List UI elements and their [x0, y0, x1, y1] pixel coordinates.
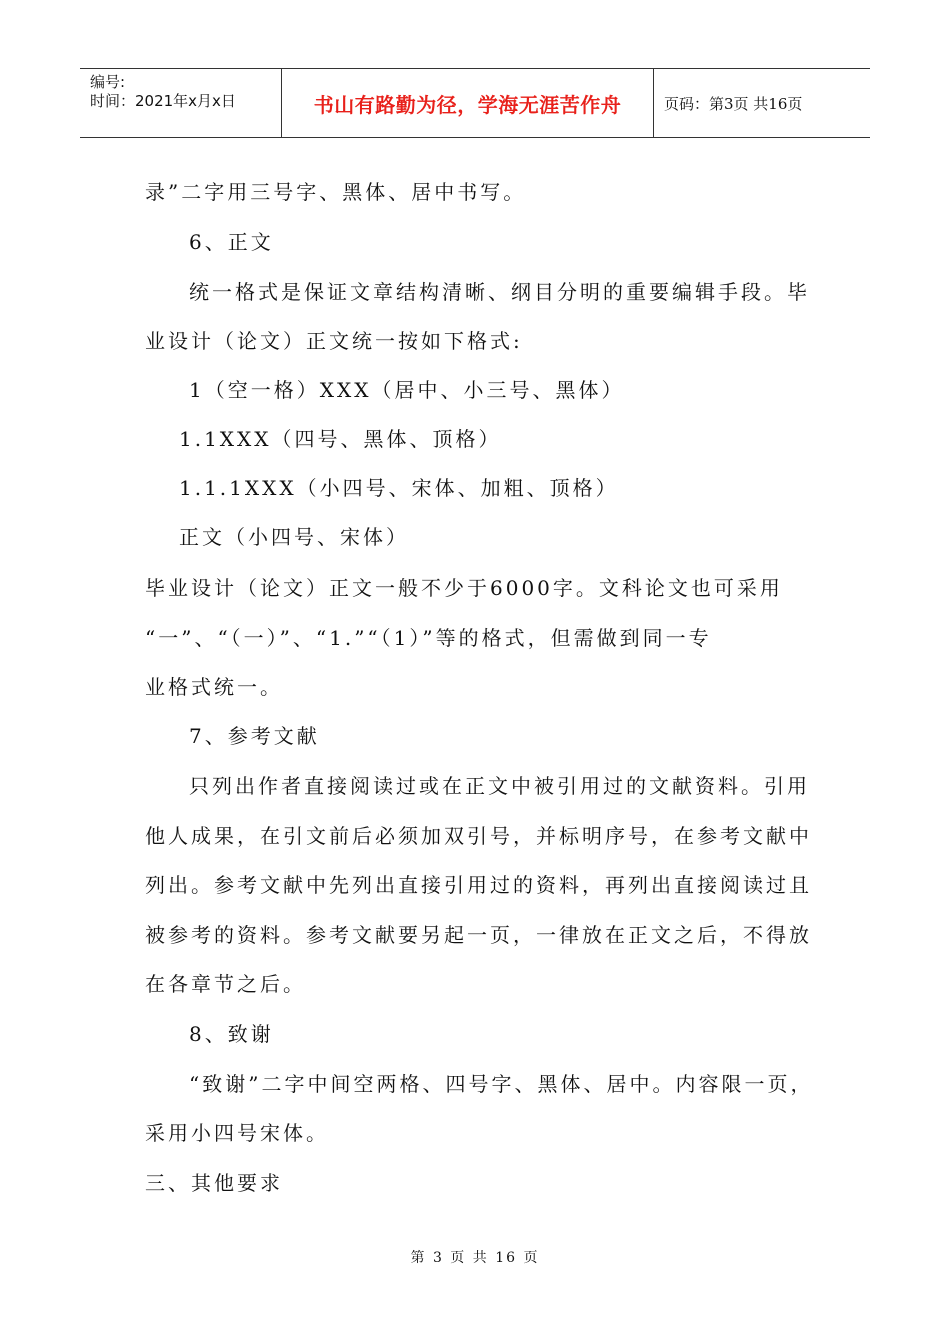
body-line: “一”、“（一）”、“1.”“（1）”等的格式，但需做到同一专: [145, 626, 712, 650]
body-line: 正文（小四号、宋体）: [179, 525, 409, 549]
body-line: 1.1XXX（四号、黑体、顶格）: [179, 427, 502, 451]
body-line: 业格式统一。: [145, 675, 283, 699]
body-line: 采用小四号宋体。: [145, 1121, 329, 1145]
document-date-label: 时间：2021年x月x日: [90, 92, 236, 110]
body-line: “致谢”二字中间空两格、四号字、黑体、居中。内容限一页，: [189, 1072, 814, 1096]
header-page-info: 页码：第3页 共16页: [664, 94, 803, 113]
body-line: 业设计（论文）正文统一按如下格式:: [145, 329, 523, 353]
section-heading: 8、致谢: [189, 1022, 274, 1046]
body-line: 统一格式是保证文章结构清晰、纲目分明的重要编辑手段。毕: [189, 280, 810, 304]
body-line: 他人成果，在引文前后必须加双引号，并标明序号，在参考文献中: [145, 824, 812, 848]
section-heading: 6、正文: [189, 230, 274, 254]
header-motto: 书山有路勤为径，学海无涯苦作舟: [282, 69, 654, 137]
body-line: 在各章节之后。: [145, 972, 306, 996]
body-line: 1（空一格）XXX（居中、小三号、黑体）: [189, 378, 625, 402]
body-line: 1.1.1XXX（小四号、宋体、加粗、顶格）: [179, 476, 619, 500]
header-meta: [80, 69, 282, 137]
page-header: [80, 68, 870, 138]
body-line: 录”二字用三号字、黑体、居中书写。: [145, 180, 527, 204]
body-line: 被参考的资料。参考文献要另起一页，一律放在正文之后，不得放: [145, 923, 812, 947]
page-footer: 第 3 页 共 16 页: [410, 1250, 540, 1266]
body-line: 毕业设计（论文）正文一般不少于6000字。文科论文也可采用: [145, 576, 783, 600]
body-line: 只列出作者直接阅读过或在正文中被引用过的文献资料。引用: [189, 774, 810, 798]
section-heading: 7、参考文献: [189, 724, 320, 748]
body-line: 列出。参考文献中先列出直接引用过的资料，再列出直接阅读过且: [145, 873, 812, 897]
document-number-label: 编号:: [90, 73, 126, 91]
section-heading: 三、其他要求: [145, 1171, 283, 1195]
